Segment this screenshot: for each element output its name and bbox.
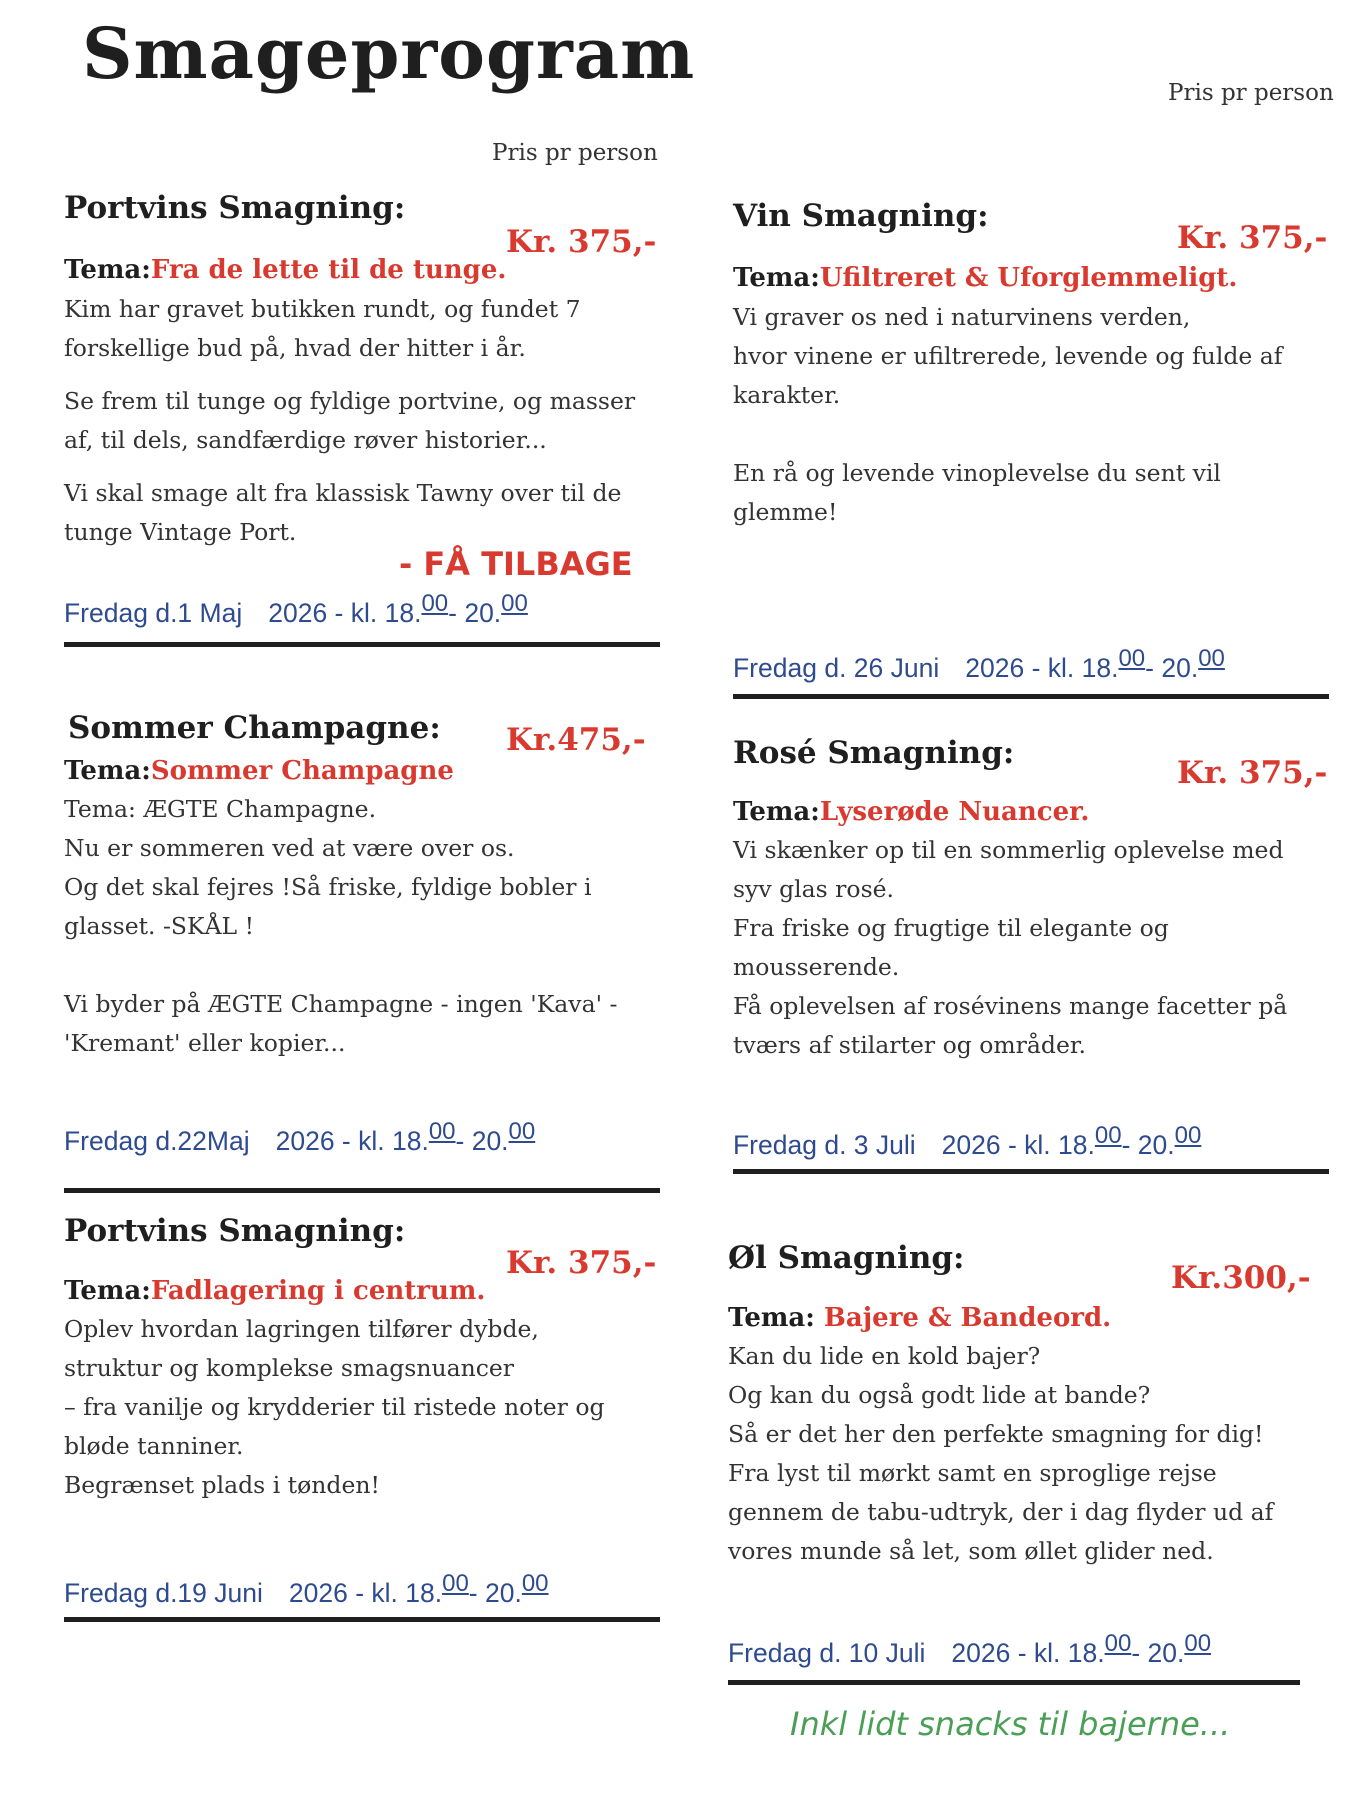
date-time: 2026 - kl. 18. [268, 598, 422, 628]
time-end-minutes: 00 [508, 1118, 536, 1145]
time-end-minutes: 00 [1184, 1630, 1212, 1657]
description-line: glemme! [733, 498, 838, 526]
tema-label: Tema: [733, 797, 820, 827]
card-description [64, 790, 617, 1063]
date-day: Fredag d. 26 Juni [733, 653, 940, 683]
description-line: Se frem til tunge og fyldige portvine, og masser [64, 387, 636, 415]
card-description [733, 298, 1282, 532]
few-left-badge: - FÅ TILBAGE [399, 545, 633, 583]
card-description [64, 1310, 605, 1505]
tema-value: Fadlagering i centrum. [150, 1276, 486, 1306]
tema-label: Tema: [64, 756, 151, 786]
description-line: Vi byder på ÆGTE Champagne - ingen 'Kava' - [64, 990, 618, 1018]
event-date [64, 590, 528, 629]
description-line: glasset. -SKÅL ! [64, 912, 255, 940]
time-end-minutes: 00 [521, 1570, 549, 1597]
description-line: Få oplevelsen af rosévinens mange facetter på [733, 992, 1288, 1020]
section-divider [64, 1617, 660, 1622]
tema-value: Fra de lette til de tunge. [150, 255, 507, 285]
description-line: Og kan du også godt lide at bande? [728, 1381, 1151, 1409]
description-line: – fra vanilje og krydderier til ristede noter og [64, 1393, 605, 1421]
price-tag: Kr. 375,- [506, 1245, 657, 1281]
price-tag: Kr. 375,- [1177, 220, 1328, 256]
time-end: - 20. [455, 1126, 509, 1156]
tema-value: Sommer Champagne [150, 756, 454, 786]
time-start-minutes: 00 [1104, 1630, 1132, 1657]
card-description [64, 290, 635, 552]
time-end: - 20. [468, 1578, 522, 1608]
description-line: mousserende. [733, 953, 900, 981]
card-title: Rosé Smagning: [733, 735, 1015, 771]
description-line: Vi skal smage alt fra klassisk Tawny over til de [64, 479, 622, 507]
date-day: Fredag d.22Maj [64, 1126, 250, 1156]
description-line: bløde tanniner. [64, 1432, 244, 1460]
price-per-person-label-left: Pris pr person [492, 140, 658, 166]
tema-value: Bajere & Bandeord. [823, 1303, 1112, 1333]
description-line: 'Kremant' eller kopier... [64, 1029, 346, 1057]
description-line: hvor vinene er ufiltrerede, levende og fulde af [733, 342, 1283, 370]
time-start-minutes: 00 [1094, 1122, 1122, 1149]
section-divider [733, 694, 1329, 699]
description-line: tunge Vintage Port. [64, 518, 297, 546]
footer-note: Inkl lidt snacks til bajerne... [790, 1705, 1231, 1743]
tema-line [733, 263, 1237, 293]
tema-line [733, 797, 1090, 827]
time-end: - 20. [1131, 1638, 1185, 1668]
time-start-minutes: 00 [428, 1118, 456, 1145]
event-date [733, 1122, 1201, 1161]
tema-value: Ufiltreret & Uforglemmeligt. [819, 263, 1238, 293]
card-title: Portvins Smagning: [64, 190, 406, 226]
description-line: forskellige bud på, hvad der hitter i år. [64, 334, 526, 362]
description-line: gennem de tabu-udtryk, der i dag flyder ud af [728, 1498, 1274, 1526]
description-line: tværs af stilarter og områder. [733, 1031, 1086, 1059]
description-line: Nu er sommeren ved at være over os. [64, 834, 515, 862]
description-line: Og det skal fejres !Så friske, fyldige bobler i [64, 873, 592, 901]
tema-line [64, 756, 454, 786]
time-end-minutes: 00 [1198, 645, 1225, 672]
date-day: Fredag d.1 Maj [64, 598, 243, 628]
card-title: Øl Smagning: [728, 1240, 965, 1276]
event-date [64, 1118, 535, 1157]
page-title: Smageprogram [82, 12, 696, 95]
card-title: Portvins Smagning: [64, 1213, 406, 1249]
card-title: Sommer Champagne: [68, 710, 441, 746]
time-start-minutes: 00 [1118, 645, 1146, 672]
tema-label: Tema: [733, 263, 820, 293]
date-time: 2026 - kl. 18. [941, 1130, 1095, 1160]
price-tag: Kr.475,- [506, 722, 646, 758]
description-line: Vi graver os ned i naturvinens verden, [733, 303, 1191, 331]
description-line: Tema: ÆGTE Champagne. [64, 795, 377, 823]
tema-line [64, 1276, 485, 1306]
price-per-person-label-right: Pris pr person [1168, 80, 1334, 106]
event-date [64, 1570, 549, 1609]
date-day: Fredag d. 10 Juli [728, 1638, 926, 1668]
description-line: Kan du lide en kold bajer? [728, 1342, 1041, 1370]
section-divider [733, 1169, 1329, 1174]
date-time: 2026 - kl. 18. [288, 1578, 443, 1608]
date-time: 2026 - kl. 18. [965, 653, 1119, 683]
description-line: vores munde så let, som øllet glider ned. [728, 1537, 1214, 1565]
date-day: Fredag d.19 Juni [64, 1578, 263, 1608]
description-line: struktur og komplekse smagsnuancer [64, 1354, 515, 1382]
card-description [733, 831, 1287, 1065]
description-line: Fra lyst til mørkt samt en sproglige rejse [728, 1459, 1217, 1487]
description-line: En rå og levende vinoplevelse du sent vil [733, 459, 1221, 487]
price-tag: Kr. 375,- [506, 224, 657, 260]
description-line: Så er det her den perfekte smagning for dig! [728, 1420, 1264, 1448]
tema-line [64, 255, 506, 285]
description-line: Begrænset plads i tønden! [64, 1471, 380, 1499]
time-end: - 20. [448, 598, 502, 628]
description-line: af, til dels, sandfærdige røver historier... [64, 426, 547, 454]
section-divider [64, 642, 660, 647]
description-line: Kim har gravet butikken rundt, og fundet 7 [64, 295, 581, 323]
time-end: - 20. [1145, 653, 1199, 683]
description-line: syv glas rosé. [733, 875, 895, 903]
tema-value: Lyserøde Nuancer. [819, 797, 1090, 827]
tema-label: Tema: [728, 1303, 824, 1333]
date-time: 2026 - kl. 18. [951, 1638, 1105, 1668]
time-end-minutes: 00 [501, 590, 528, 617]
description-line: karakter. [733, 381, 841, 409]
description-line: Fra friske og frugtige til elegante og [733, 914, 1169, 942]
tema-line [728, 1303, 1111, 1333]
section-divider [64, 1188, 660, 1193]
event-date [728, 1630, 1211, 1669]
description-line: Vi skænker op til en sommerlig oplevelse med [733, 836, 1284, 864]
date-time: 2026 - kl. 18. [275, 1126, 429, 1156]
time-end-minutes: 00 [1174, 1122, 1202, 1149]
time-end: - 20. [1121, 1130, 1175, 1160]
card-description [728, 1337, 1273, 1571]
tema-label: Tema: [64, 255, 151, 285]
card-title: Vin Smagning: [733, 198, 989, 234]
section-divider [728, 1680, 1300, 1685]
time-start-minutes: 00 [442, 1570, 469, 1597]
date-day: Fredag d. 3 Juli [733, 1130, 916, 1160]
price-tag: Kr.300,- [1171, 1260, 1311, 1296]
tema-label: Tema: [64, 1276, 151, 1306]
time-start-minutes: 00 [421, 590, 449, 617]
description-line: Oplev hvordan lagringen tilfører dybde, [64, 1315, 539, 1343]
event-date [733, 645, 1225, 684]
price-tag: Kr. 375,- [1177, 755, 1328, 791]
